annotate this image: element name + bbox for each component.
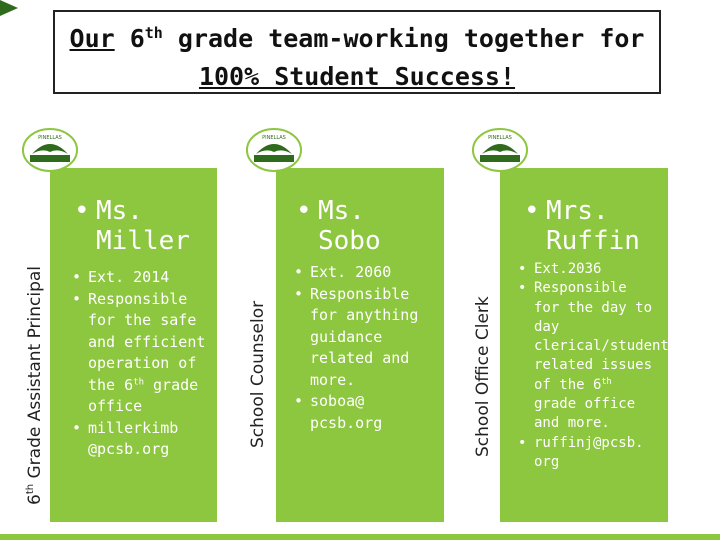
fact-email: • millerkimb @pcsb.org <box>72 418 212 461</box>
fact-extension: • Ext.2036 <box>518 260 654 279</box>
role-label-assistant-principal: 6th Grade Assistant Principal <box>25 265 45 505</box>
role-label-counselor: School Counselor <box>248 300 268 448</box>
page-title-line1: Our 6th grade team-working together for <box>69 24 645 53</box>
fact-responsibility: • Responsible for the day to day clerical/student related issues of the 6th grade office and more. <box>518 279 654 433</box>
staff-details-miller <box>72 267 212 461</box>
svg-text:PINELLAS: PINELLAS <box>38 135 62 141</box>
fact-email: • ruffinj@pcsb. org <box>518 434 654 473</box>
role-label-office-clerk: School Office Clerk <box>473 296 493 457</box>
title-box <box>53 10 661 94</box>
thunderbird-logo-icon <box>22 128 78 172</box>
fact-extension: • Ext. 2014 <box>72 267 212 289</box>
fact-responsibility: • Responsible for the safe and efficient operation of the 6th grade office <box>72 289 212 418</box>
green-arrow-icon <box>0 0 18 16</box>
fact-responsibility: • Responsible for anything guidance related and more. <box>294 284 428 392</box>
thunderbird-logo-icon <box>246 128 302 172</box>
svg-text:PINELLAS: PINELLAS <box>488 135 512 141</box>
fact-extension: • Ext. 2060 <box>294 262 428 284</box>
page-title-line2: 100% Student Success! <box>198 62 516 91</box>
staff-details-ruffin <box>518 260 669 472</box>
thunderbird-logo-icon <box>472 128 528 172</box>
staff-name-sobo: • Ms. Sobo <box>296 196 381 256</box>
svg-text:PINELLAS: PINELLAS <box>262 135 286 141</box>
fact-email: • soboa@ pcsb.org <box>294 391 428 434</box>
staff-name-miller: • Ms. Miller <box>74 196 190 256</box>
bottom-accent-bar <box>0 534 720 540</box>
staff-details-sobo <box>294 262 428 434</box>
staff-name-ruffin: • Mrs. Ruffin <box>524 196 640 256</box>
